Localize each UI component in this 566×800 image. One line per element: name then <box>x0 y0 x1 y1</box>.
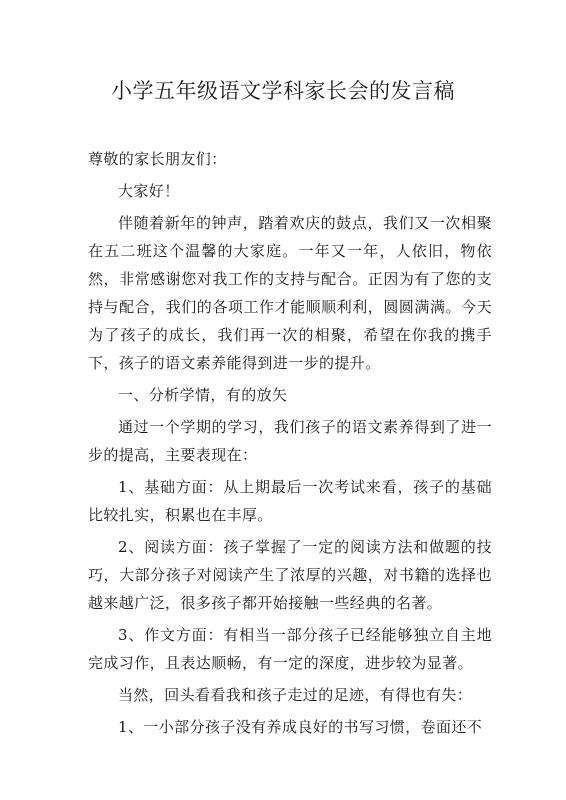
section-heading-1: 一、分析学情，有的放矢 <box>118 386 288 404</box>
greeting: 大家好！ <box>118 182 180 200</box>
paragraph-intro: 伴随着新年的钟声，踏着欢庆的鼓点，我们又一次相聚在五二班这个温馨的大家庭。一年又一年，人依旧，物依然，非常感谢您对我工作的支持与配合。正因为有了您的支持与配合，我们的各项工作才能顺顺利利，圆圆满满。今天为了孩子的成长，我们再一次的相聚，希望在你我的携手下，孩子的语文素养能得到进一步的提升。 <box>88 214 492 372</box>
paragraph-transition: 当然，回头看看我和孩子走过的足迹，有得也有失： <box>118 686 473 704</box>
paragraph-item-reading: 2、阅读方面：孩子掌握了一定的阅读方法和做题的技巧，大部分孩子对阅读产生了浓厚的兴趣，对书籍的选择也越来越广泛，很多孩子都开始接触一些经典的名著。 <box>88 538 492 612</box>
paragraph-item-writing: 3、作文方面：有相当一部分孩子已经能够独立自主地完成习作，且表达顺畅，有一定的深度，进步较为显著。 <box>88 626 492 672</box>
paragraph-item-basics: 1、基础方面：从上期最后一次考试来看，孩子的基础比较扎实，积累也在丰厚。 <box>88 478 492 524</box>
document-body <box>88 145 492 745</box>
salutation: 尊敬的家长朋友们： <box>88 150 227 168</box>
paragraph-summary: 通过一个学期的学习，我们孩子的语文素养得到了进一步的提高，主要表现在： <box>88 418 492 464</box>
paragraph-issue-1: 1、一小部分孩子没有养成良好的书写习惯，卷面还不 <box>118 718 483 736</box>
document-title: 小学五年级语文学科家长会的发言稿 <box>111 79 455 103</box>
